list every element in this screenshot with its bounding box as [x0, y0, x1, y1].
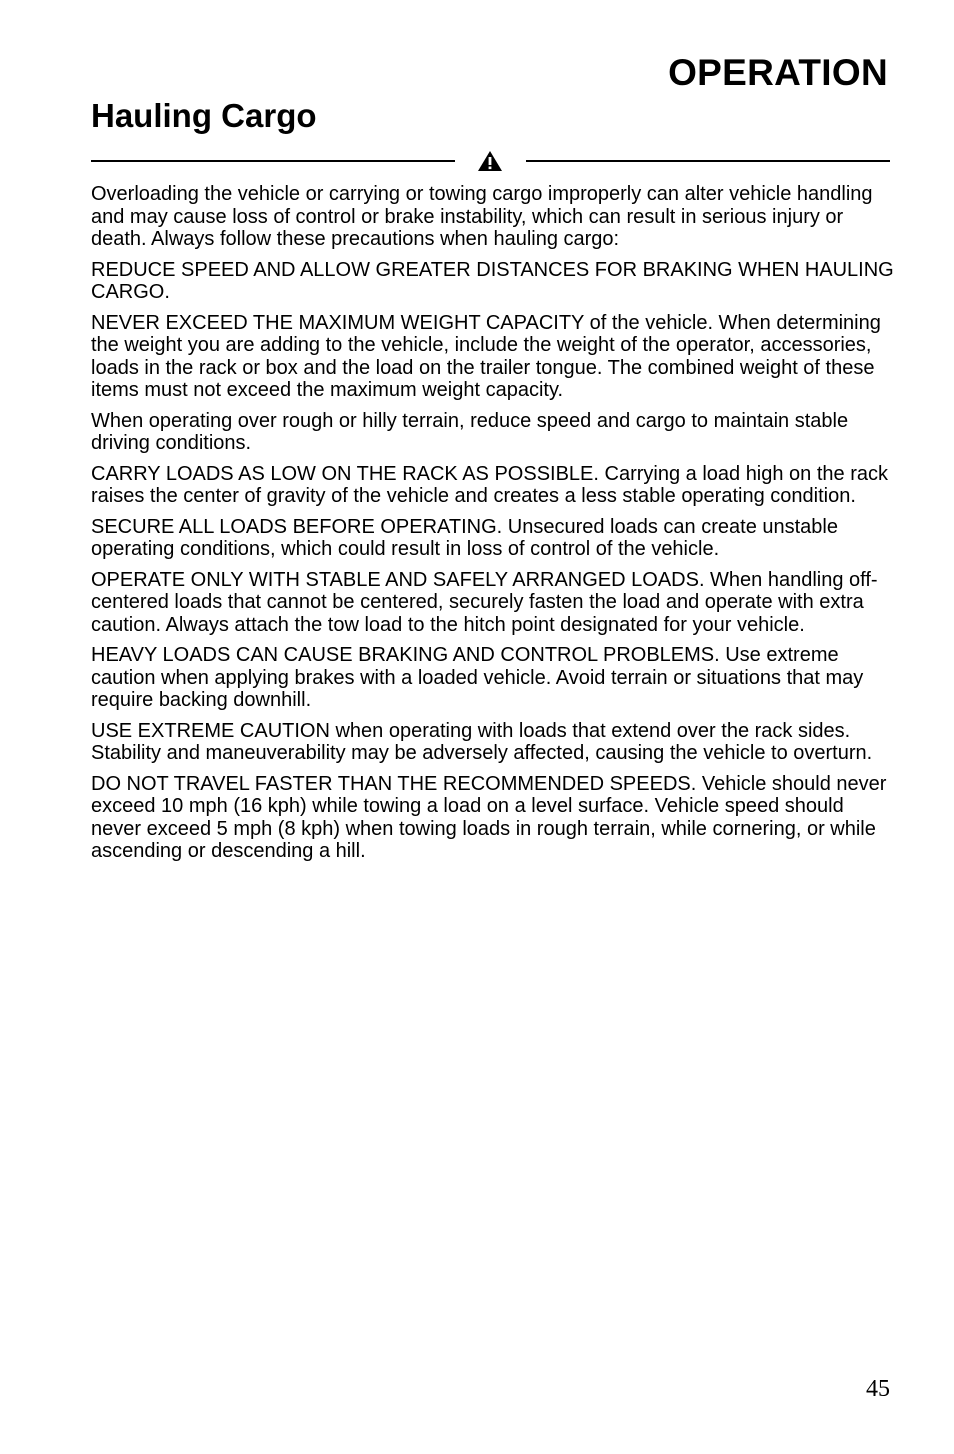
- paragraph-secure-loads: SECURE ALL LOADS BEFORE OPERATING. Unsecured loads can create unstable operating conditions, which could result in loss of control of the vehicle.: [91, 515, 838, 560]
- page-number: 45: [866, 1376, 890, 1402]
- paragraph-stable-loads: OPERATE ONLY WITH STABLE AND SAFELY ARRANGED LOADS. When handling off-centered loads that cannot be centered, securely fasten the load and operate with extra caution. Always attach the tow load to the hitch point designated for your vehicle.: [91, 568, 878, 636]
- paragraph-rough-terrain: When operating over rough or hilly terrain, reduce speed and cargo to maintain stable driving conditions.: [91, 409, 849, 454]
- paragraph-extreme-caution: USE EXTREME CAUTION when operating with loads that extend over the rack sides. Stability and maneuverability may be adversely affected, causing the vehicle to overturn.: [91, 719, 873, 764]
- paragraph-intro: Overloading the vehicle or carrying or towing cargo improperly can alter vehicle handling and may cause loss of control or brake instability, which can result in serious injury or death. Always follow these precautions when hauling cargo:: [91, 183, 873, 250]
- warning-body: [91, 183, 894, 871]
- paragraph-reduce-speed: REDUCE SPEED AND ALLOW GREATER DISTANCES FOR BRAKING WHEN HAULING CARGO.: [91, 258, 894, 303]
- paragraph-max-weight: NEVER EXCEED THE MAXIMUM WEIGHT CAPACITY of the vehicle. When determining the weight you are adding to the vehicle, include the weight of the operator, accessories, loads in the rack or box and the load on the trailer tongue. The combined weight of these items must not exceed the maximum weight capacity.: [91, 311, 881, 401]
- paragraph-speed-limits: DO NOT TRAVEL FASTER THAN THE RECOMMENDED SPEEDS. Vehicle should never exceed 10 mph (16 kph) while towing a load on a level surface. Vehicle speed should never exceed 5 mph (8 kph) when towing loads in rough terrain, while cornering, or while ascending or descending a hill.: [91, 772, 887, 862]
- paragraph-heavy-loads: HEAVY LOADS CAN CAUSE BRAKING AND CONTROL PROBLEMS. Use extreme caution when applying brakes with a loaded vehicle. Avoid terrain or situations that may require backing downhill.: [91, 644, 864, 711]
- warning-divider: [91, 150, 890, 174]
- chapter-header: OPERATION: [668, 52, 888, 93]
- section-title: Hauling Cargo: [91, 97, 317, 134]
- warning-triangle-icon: [477, 150, 503, 172]
- divider-line-left: [91, 160, 455, 162]
- paragraph-carry-low: CARRY LOADS AS LOW ON THE RACK AS POSSIBLE. Carrying a load high on the rack raises the center of gravity of the vehicle and creates a less stable operating condition.: [91, 462, 889, 507]
- divider-line-right: [526, 160, 890, 162]
